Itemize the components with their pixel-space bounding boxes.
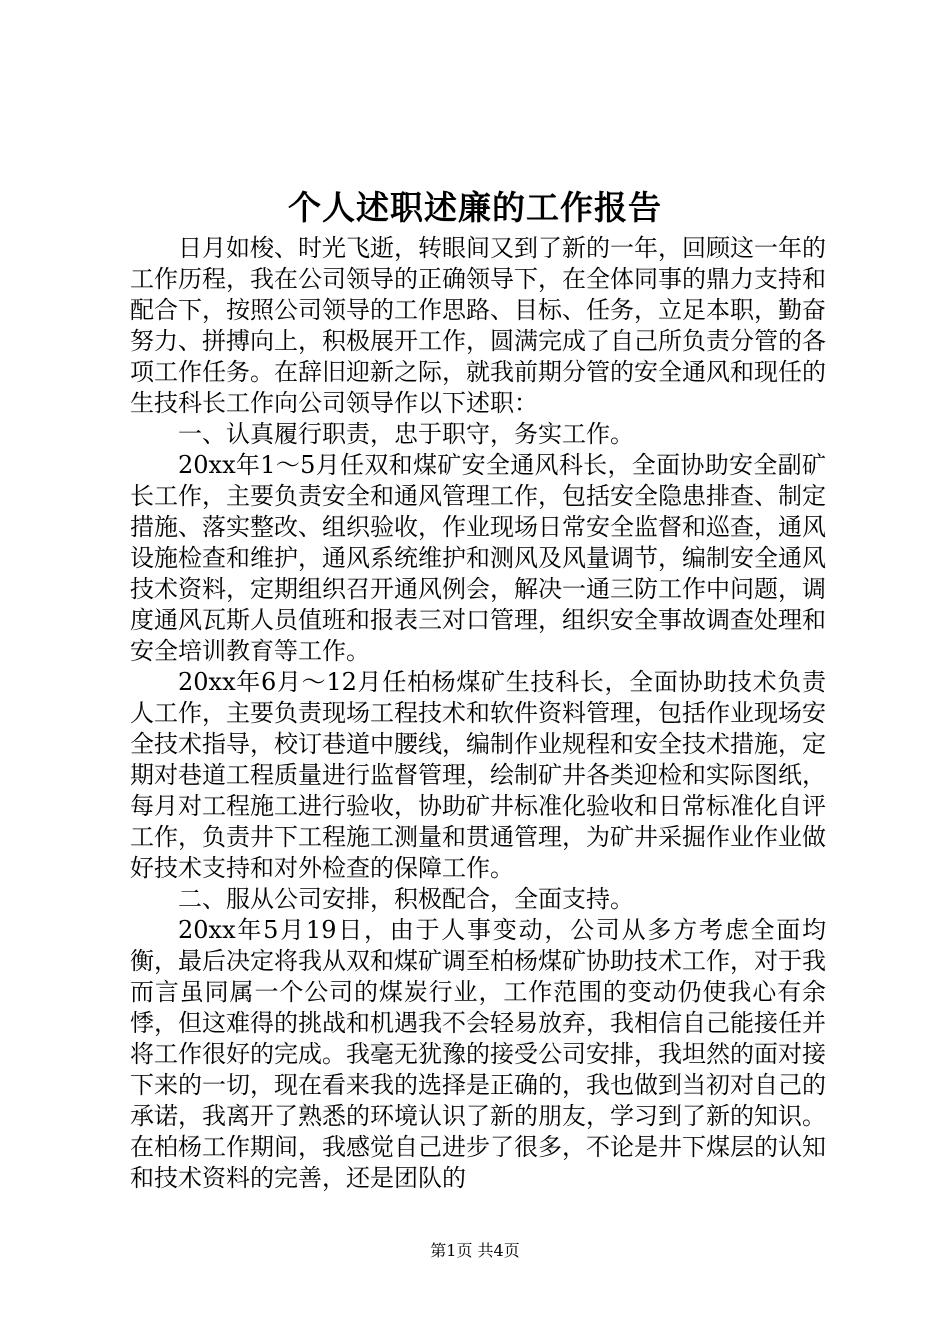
section-heading-1: 一、认真履行职责，忠于职守，务实工作。 xyxy=(178,420,634,448)
document-title: 个人述职述廉的工作报告 xyxy=(288,188,662,227)
paragraph-safety-ventilation: 20xx年1～5月任双和煤矿安全通风科长，全面协助安全副矿长工作，主要负责安全和通风管理工作，包括安全隐患排查、制定措施、落实整改、组织验收，作业现场日常安全监督和巡查，通风设施检查和维护，通风系统维护和测风及风量调节，编制安全通风技术资料，定期组织召开通风例会，解决一通三防工作中问题，调度通风瓦斯人员值班和报表三对口管理，组织安全事故调查处理和安全培训教育等工作。 xyxy=(130,451,826,665)
paragraph-transfer: 20xx年5月19日，由于人事变动，公司从多方考虑全面均衡，最后决定将我从双和煤矿调至柏杨煤矿协助技术工作，对于我而言虽同属一个公司的煤炭行业，工作范围的变动仍使我心有余悸，但这难得的挑战和机遇我不会轻易放弃，我相信自己能接任并将工作很好的完成。我毫无犹豫的接受公司安排，我坦然的面对接下来的一切，现在看来我的选择是正确的，我也做到当初对自己的承诺，我离开了熟悉的环境认识了新的朋友，学习到了新的知识。在柏杨工作期间，我感觉自己进步了很多，不论是井下煤层的认知和技术资料的完善，还是团队的 xyxy=(130,916,826,1192)
paragraph-intro: 日月如梭、时光飞逝，转眼间又到了新的一年，回顾这一年的工作历程，我在公司领导的正确领导下，在全体同事的鼎力支持和配合下，按照公司领导的工作思路、目标、任务，立足本职，勤奋努力、拼搏向上，积极展开工作，圆满完成了自己所负责分管的各项工作任务。在辞旧迎新之际，就我前期分管的安全通风和现任的生技科长工作向公司领导作以下述职： xyxy=(130,234,826,417)
document-body xyxy=(130,233,826,1194)
page-number-footer: 第1页 共4页 xyxy=(430,1241,520,1260)
section-heading-2: 二、服从公司安排，积极配合，全面支持。 xyxy=(178,885,634,913)
paragraph-production-technology: 20xx年6月～12月任柏杨煤矿生技科长，全面协助技术负责人工作，主要负责现场工程技术和软件资料管理，包括作业现场安全技术指导，校订巷道中腰线，编制作业规程和安全技术措施，定期对巷道工程质量进行监督管理，绘制矿井各类迎检和实际图纸，每月对工程施工进行验收，协助矿井标准化验收和日常标准化自评工作，负责井下工程施工测量和贯通管理，为矿井采掘作业作业做好技术支持和对外检查的保障工作。 xyxy=(130,668,826,882)
